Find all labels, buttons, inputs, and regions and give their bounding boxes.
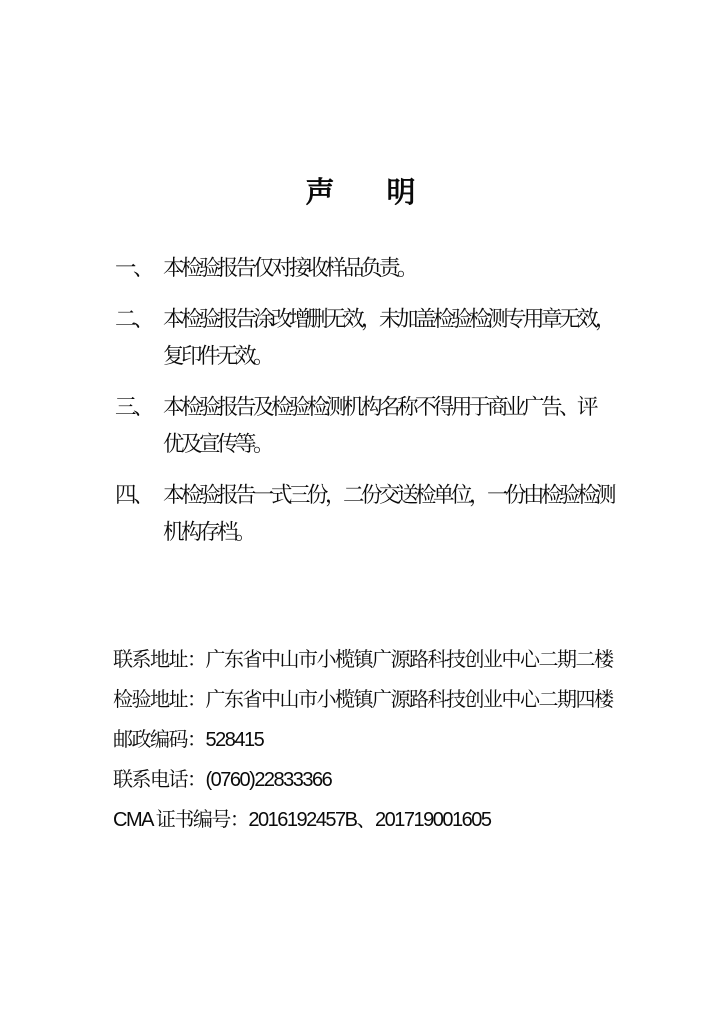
contact-value: (0760)22833366 — [205, 769, 332, 791]
statement-line: 优及宣传等。 — [163, 432, 272, 456]
contact-line-cma-certificate — [113, 800, 719, 840]
item-text — [163, 389, 649, 463]
contact-label: 联系电话： — [113, 769, 206, 791]
contact-label: 联系地址： — [113, 649, 206, 671]
contact-info — [113, 640, 719, 840]
statement-line: 本检验报告仅对接收样品负责。 — [163, 256, 416, 280]
statement-line: 复印件无效。 — [163, 344, 272, 368]
item-text — [163, 301, 649, 375]
statement-item-2 — [115, 301, 649, 375]
item-number: 四、 — [115, 483, 152, 507]
contact-label: 邮政编码： — [113, 729, 206, 751]
contact-value: 广东省中山市小榄镇广源路科技创业中心二期四楼 — [205, 689, 613, 711]
contact-line-postal-code — [113, 720, 719, 760]
contact-line-inspection-address — [113, 680, 719, 720]
item-number: 三、 — [115, 395, 152, 419]
statement-item-3 — [115, 389, 649, 463]
statement-item-4 — [115, 477, 649, 551]
page-title: 声 明 — [305, 177, 414, 209]
contact-line-phone — [113, 760, 719, 800]
item-text — [163, 477, 649, 551]
statement-line: 机构存档。 — [163, 520, 254, 544]
statement-list — [115, 250, 649, 551]
statement-line: 本检验报告及检验检测机构名称不得用于商业广告、评 — [163, 395, 596, 419]
statement-line: 本检验报告涂改增删无效，未加盖检验检测专用章无效， — [163, 307, 614, 331]
item-number: 一、 — [115, 256, 152, 280]
contact-value: 528415 — [205, 729, 264, 751]
statement-item-1 — [115, 250, 649, 287]
contact-line-address — [113, 640, 719, 680]
contact-label: 检验地址： — [113, 689, 206, 711]
statement-line: 本检验报告一式三份，二份交送检单位，一份由检验检测 — [163, 483, 614, 507]
contact-label: CMA 证书编号： — [113, 809, 249, 831]
item-text — [163, 250, 649, 287]
item-number: 二、 — [115, 307, 152, 331]
contact-value: 2016192457B、201719001605 — [248, 809, 491, 831]
contact-value: 广东省中山市小榄镇广源路科技创业中心二期二楼 — [205, 649, 613, 671]
